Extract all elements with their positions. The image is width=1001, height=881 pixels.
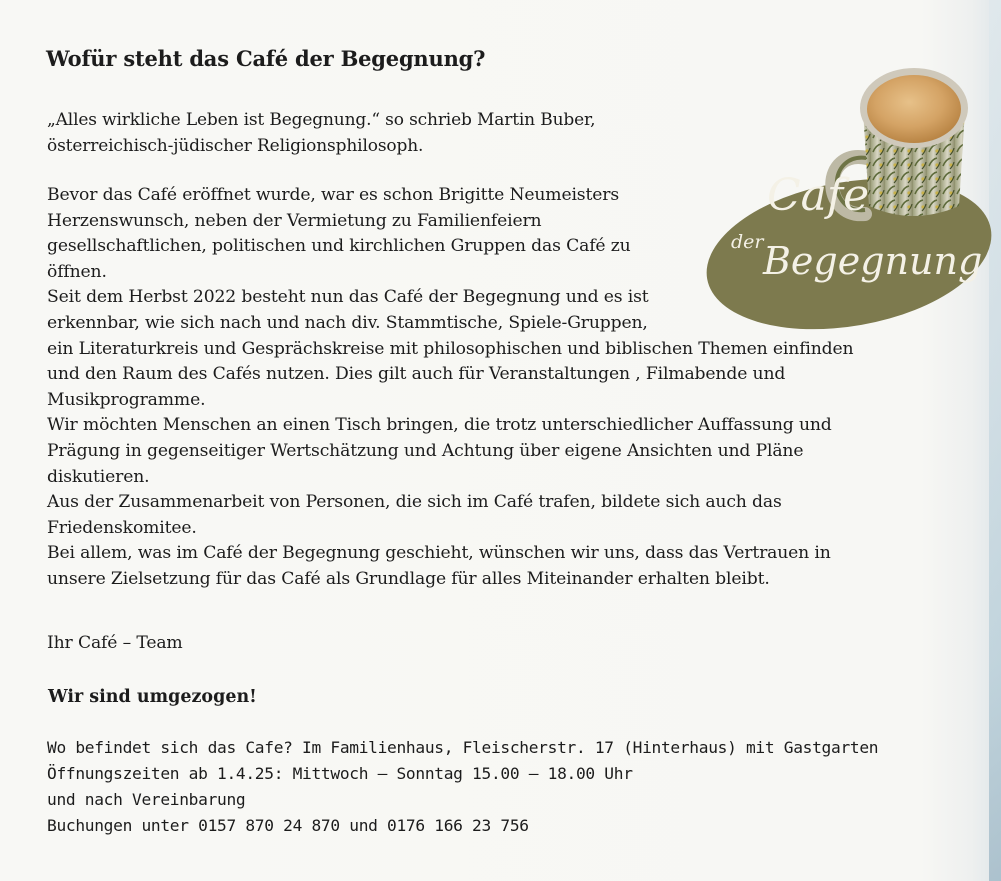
cafe-logo bbox=[703, 58, 999, 330]
body-line: Musikprogramme. bbox=[47, 389, 206, 410]
body-line: öffnen. bbox=[47, 261, 107, 282]
moved-heading: Wir sind umgezogen! bbox=[48, 687, 257, 707]
body-line: diskutieren. bbox=[47, 466, 150, 487]
body-line: ein Literaturkreis und Gesprächskreise mit philosophischen und biblischen Themen einfinden bbox=[47, 338, 854, 359]
logo-word-der: der bbox=[731, 231, 764, 253]
address-line: Wo befindet sich das Cafe? Im Familienhaus, Fleischerstr. 17 (Hinterhaus) mit Gastgarten bbox=[47, 738, 879, 757]
quote-line: „Alles wirkliche Leben ist Begegnung.“ so schrieb Martin Buber, bbox=[47, 110, 596, 130]
body-line: und den Raum des Cafés nutzen. Dies gilt auch für Veranstaltungen , Filmabende und bbox=[47, 364, 786, 385]
logo-word-begegnung: Begegnung bbox=[763, 239, 983, 283]
body-line: Aus der Zusammenarbeit von Personen, die sich im Café trafen, bildete sich auch das bbox=[47, 492, 782, 513]
signature: Ihr Café – Team bbox=[47, 633, 183, 653]
address-paragraph bbox=[47, 735, 878, 839]
coffee-cup-logo-icon bbox=[703, 58, 999, 330]
document-title: Wofür steht das Café der Begegnung? bbox=[46, 46, 486, 71]
body-line: Wir möchten Menschen an einen Tisch bringen, die trotz unterschiedlicher Auffassung und bbox=[47, 415, 832, 436]
body-line: Friedenskomitee. bbox=[47, 517, 197, 538]
quote-line: österreichisch-jüdischer Religionsphilosoph. bbox=[47, 135, 424, 156]
body-line: Seit dem Herbst 2022 besteht nun das Café der Begegnung und es ist bbox=[47, 287, 649, 308]
body-line: unsere Zielsetzung für das Café als Grundlage für alles Miteinander erhalten bleibt. bbox=[47, 568, 770, 589]
body-line: Prägung in gegenseitiger Wertschätzung und Achtung über eigene Ansichten und Pläne bbox=[47, 440, 804, 461]
address-line: und nach Vereinbarung bbox=[47, 790, 246, 809]
body-line: erkennbar, wie sich nach und nach div. Stammtische, Spiele-Gruppen, bbox=[47, 312, 648, 333]
body-line: Bei allem, was im Café der Begegnung geschieht, wünschen wir uns, dass das Vertrauen in bbox=[47, 543, 831, 564]
quote-paragraph bbox=[47, 108, 595, 159]
body-line: Bevor das Café eröffnet wurde, war es schon Brigitte Neumeisters bbox=[47, 185, 619, 205]
opening-hours-line: Öffnungszeiten ab 1.4.25: Mittwoch – Sonntag 15.00 – 18.00 Uhr bbox=[47, 764, 633, 783]
body-line: gesellschaftlichen, politischen und kirchlichen Gruppen das Café zu bbox=[47, 236, 631, 257]
logo-word-cafe: Cafe bbox=[767, 170, 870, 221]
booking-phone-line: Buchungen unter 0157 870 24 870 und 0176 166 23 756 bbox=[47, 816, 529, 835]
body-line: Herzenswunsch, neben der Vermietung zu Familienfeiern bbox=[47, 210, 542, 231]
